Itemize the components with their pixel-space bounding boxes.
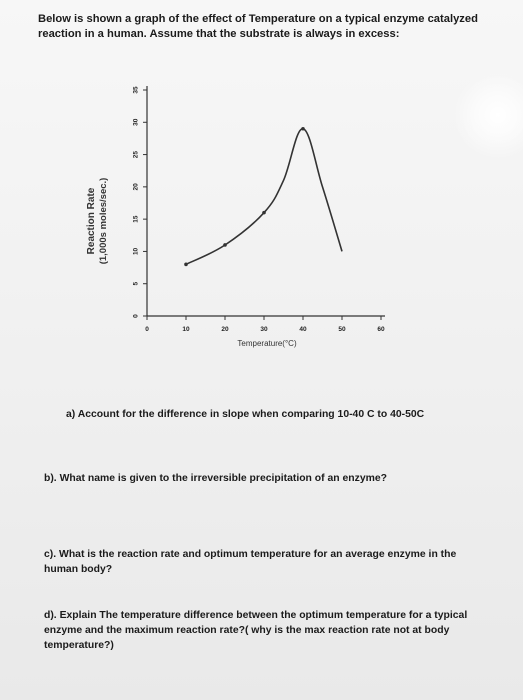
x-tick-label: 50	[338, 326, 346, 333]
data-point	[301, 127, 305, 131]
question-d: d). Explain The temperature difference between the optimum temperature for a typical enzyme and the maximum reaction rate?( why is the max reaction rate not at body temperature?)	[44, 610, 468, 651]
data-point	[262, 211, 266, 215]
data-point	[184, 263, 188, 267]
temperature-rate-chart	[75, 78, 415, 353]
light-glare	[453, 70, 523, 160]
y-tick-label: 20	[132, 183, 140, 191]
y-tick-label: 30	[132, 118, 140, 126]
question-a: a) Account for the difference in slope when comparing 10-40 C to 40-50C	[66, 409, 425, 420]
x-tick-label: 40	[299, 326, 307, 333]
y-tick-label: 25	[132, 150, 140, 159]
question-c: c). What is the reaction rate and optimum temperature for an average enzyme in the human body?	[44, 549, 457, 575]
data-point	[223, 243, 227, 247]
x-tick-label: 10	[182, 326, 190, 333]
y-axis-label-2: (1,000s moles/sec.)	[98, 177, 109, 265]
y-axis-label-1: Reaction Rate	[86, 187, 97, 255]
x-tick-label: 30	[260, 326, 268, 333]
y-tick-label: 15	[132, 215, 140, 223]
y-tick-label: 5	[132, 281, 140, 286]
x-tick-label: 20	[221, 326, 229, 333]
question-b: b). What name is given to the irreversible precipitation of an enzyme?	[44, 473, 387, 484]
y-tick-label: 10	[132, 247, 140, 256]
rate-curve	[186, 129, 342, 265]
x-tick-label: 0	[145, 326, 149, 333]
y-tick-label: 35	[132, 86, 140, 94]
y-tick-label: 0	[132, 314, 140, 318]
x-axis-label: Temperature(°C)	[237, 339, 297, 348]
intro-text: Below is shown a graph of the effect of Temperature on a typical enzyme catalyzed reaction in a human. Assume that the substrate is always in excess:	[38, 13, 478, 40]
x-tick-label: 60	[377, 326, 385, 333]
